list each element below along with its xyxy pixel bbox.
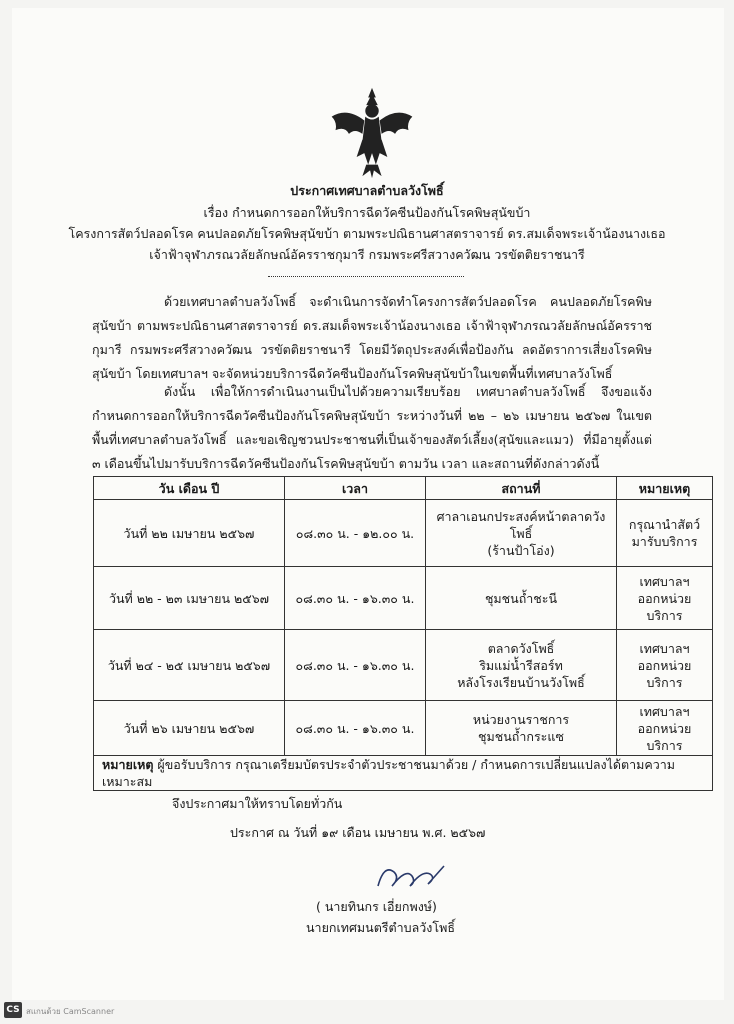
table-row: [94, 567, 713, 630]
announce-date: ประกาศ ณ วันที่ ๑๙ เดือน เมษายน พ.ศ. ๒๕๖๗: [230, 825, 486, 840]
garuda-emblem-icon: [324, 84, 420, 180]
cell-time: ๐๘.๓๐ น. - ๑๒.๐๐ น.: [285, 500, 426, 567]
project-line-2: เจ้าฟ้าจุฬาภรณวลัยลักษณ์อัครราชกุมารี กรมพระศรีสวางควัฒน วรขัตติยราชนารี: [149, 247, 585, 262]
place-line: ริมแม่น้ำรีสอร์ท: [479, 657, 563, 673]
paragraph-2: [92, 380, 652, 476]
footnote-text: ผู้ขอรับบริการ กรุณาเตรียมบัตรประจำตัวประชาชนมาด้วย / กำหนดการเปลี่ยนแปลงได้ตามความเหมาะสม: [102, 757, 676, 789]
note-line: ออกหน่วยบริการ: [637, 720, 692, 753]
signer-title: นายกเทศมนตรีตำบลวังโพธิ์: [306, 920, 455, 935]
note-line: เทศบาลฯ: [639, 640, 690, 656]
place-line: ชุมชนถ้ำกระแซ: [478, 729, 564, 744]
place-line: ศาลาเอนกประสงค์หน้าตลาดวังโพธิ์: [436, 508, 606, 541]
note-line: เทศบาลฯ: [639, 703, 690, 719]
place-line: ชุมชนถ้ำชะนี: [484, 590, 558, 606]
announce-line: จึงประกาศมาให้ทราบโดยทั่วกัน: [172, 796, 343, 811]
cell-date: วันที่ ๒๒ - ๒๓ เมษายน ๒๕๖๗: [94, 567, 285, 630]
signature-image: [370, 858, 450, 894]
separator-dotted-line: [268, 276, 464, 277]
cell-note: [617, 701, 713, 756]
cell-place: [426, 630, 617, 701]
note-line: กรุณานำสัตว์: [628, 517, 701, 532]
table-footnote-row: [94, 756, 713, 791]
schedule-table: [93, 476, 713, 791]
note-line: ออกหน่วยบริการ: [637, 657, 692, 690]
table-footnote: [94, 756, 713, 791]
cell-place: [426, 500, 617, 567]
paragraph-2-text: ดังนั้น เพื่อให้การดำเนินงานเป็นไปด้วยความเรียบร้อย เทศบาลตำบลวังโพธิ์ จึงขอแจ้งกำหนดการออกให้บริการฉีดวัคซีนป้องกันโรคพิษสุนัขบ้า ระหว่างวันที่ ๒๒ – ๒๖ เมษายน ๒๕๖๗ ในเขตพื้นที่เทศบาลตำบลวังโพธิ์ และขอเชิญชวนประชาชนที่เป็นเจ้าของสัตว์เลี้ยง(สุนัขและแมว) ที่มีอายุตั้งแต่ ๓ เดือนขึ้นไปมารับบริการฉีดวัคซีนป้องกันโรคพิษสุนัขบ้า ตามวัน เวลา และสถานที่ดังกล่าวดังนี้: [92, 384, 652, 471]
col-header-time: เวลา: [285, 477, 426, 500]
footnote-label: หมายเหตุ: [102, 757, 154, 772]
cell-time: ๐๘.๓๐ น. - ๑๖.๓๐ น.: [285, 630, 426, 701]
cell-date: วันที่ ๒๔ - ๒๕ เมษายน ๒๕๖๗: [94, 630, 285, 701]
cell-time: ๐๘.๓๐ น. - ๑๖.๓๐ น.: [285, 567, 426, 630]
cell-place: [426, 567, 617, 630]
cell-time: ๐๘.๓๐ น. - ๑๖.๓๐ น.: [285, 701, 426, 756]
cell-note: [617, 500, 713, 567]
paragraph-1-text: ด้วยเทศบาลตำบลวังโพธิ์ จะดำเนินการจัดทำโครงการสัตว์ปลอดโรค คนปลอดภัยโรคพิษสุนัขบ้า ตามพระปณิธานศาสตราจารย์ ดร.สมเด็จพระเจ้าน้องนางเธอ เจ้าฟ้าจุฬาภรณวลัยลักษณ์อัครราชกุมารี กรมพระศรีสวางควัฒน วรขัตติยราชนารี โดยมีวัตถุประสงค์เพื่อป้องกัน ลดอัตราการเสี่ยงโรคพิษสุนัขบ้า โดยเทศบาลฯ จะจัดหน่วยบริการฉีดวัคซีนป้องกันโรคพิษสุนัขบ้าในเขตพื้นที่เทศบาลวังโพธิ์: [92, 294, 652, 381]
table-row: [94, 500, 713, 567]
note-line: มารับบริการ: [631, 534, 698, 549]
table-header-row: [94, 477, 713, 500]
cell-note: [617, 630, 713, 701]
camscanner-logo-icon: CS: [4, 1002, 22, 1018]
table-row: [94, 630, 713, 701]
place-line: หน่วยงานราชการ: [472, 712, 570, 727]
place-line: หลังโรงเรียนบ้านวังโพธิ์: [457, 674, 585, 690]
table-row: [94, 701, 713, 756]
note-line: เทศบาลฯ: [639, 573, 690, 589]
col-header-date: วัน เดือน ปี: [94, 477, 285, 500]
document-title: ประกาศเทศบาลตำบลวังโพธิ์: [290, 183, 444, 198]
scanner-watermark: สแกนด้วย CamScanner: [26, 1007, 115, 1016]
subject-line: เรื่อง กำหนดการออกให้บริการฉีดวัคซีนป้องกันโรคพิษสุนัขบ้า: [203, 205, 531, 220]
place-line: ตลาดวังโพธิ์: [487, 640, 555, 656]
note-line: ออกหน่วยบริการ: [637, 590, 692, 623]
paragraph-1: [92, 290, 652, 386]
col-header-place: สถานที่: [426, 477, 617, 500]
cell-date: วันที่ ๒๖ เมษายน ๒๕๖๗: [94, 701, 285, 756]
col-header-note: หมายเหตุ: [617, 477, 713, 500]
cell-date: วันที่ ๒๒ เมษายน ๒๕๖๗: [94, 500, 285, 567]
cell-note: [617, 567, 713, 630]
place-line: (ร้านป้าโอ่ง): [487, 542, 555, 558]
cell-place: [426, 701, 617, 756]
signer-name: ( นายทินกร เอี่ยกพงษ์): [316, 899, 437, 914]
project-line-1: โครงการสัตว์ปลอดโรค คนปลอดภัยโรคพิษสุนัขบ้า ตามพระปณิธานศาสตราจารย์ ดร.สมเด็จพระเจ้าน้องนางเธอ: [68, 226, 666, 241]
